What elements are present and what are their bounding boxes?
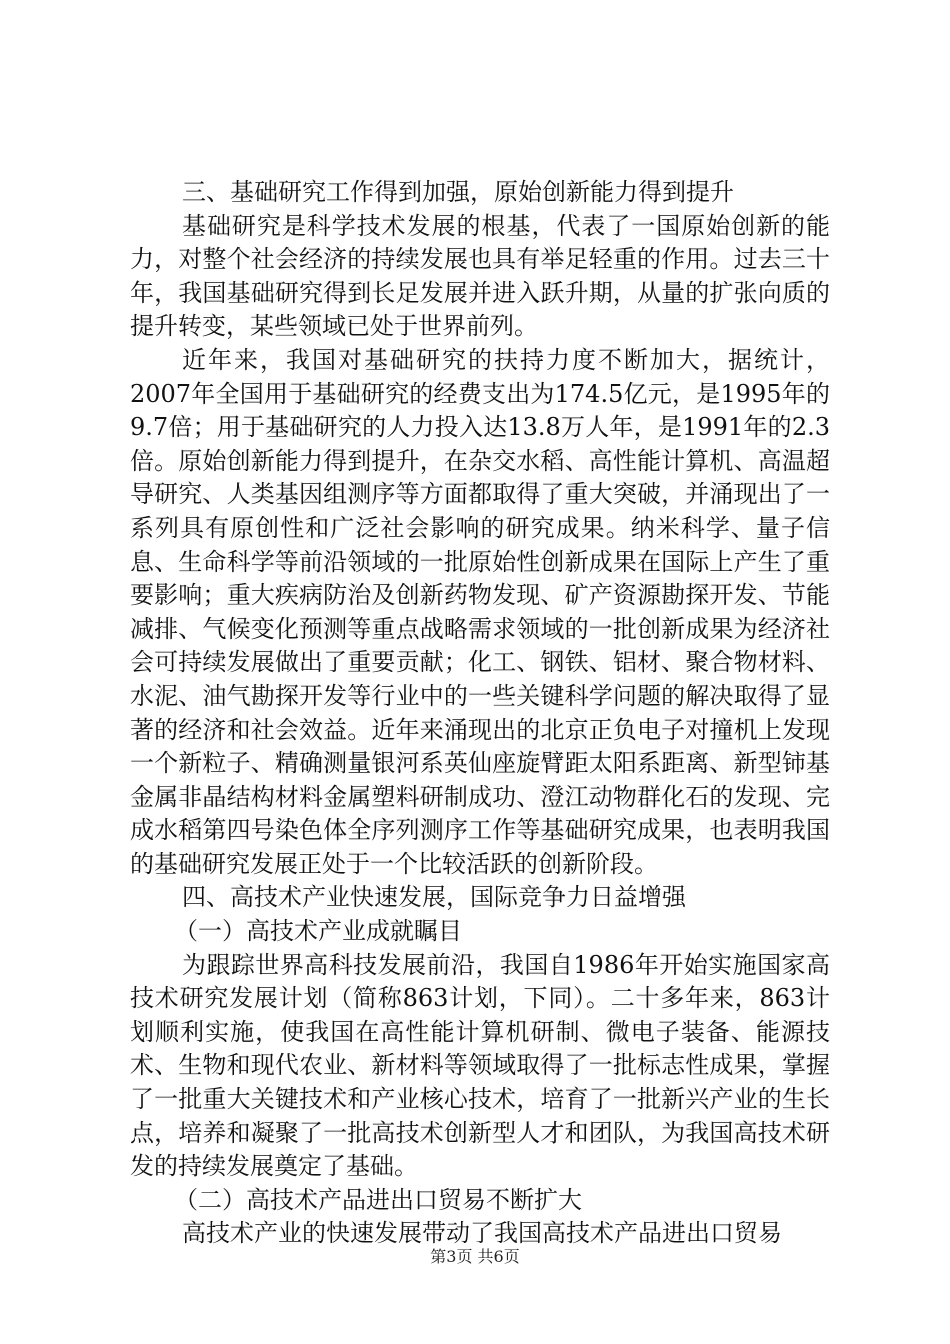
paragraph: 为跟踪世界高科技发展前沿，我国自1986年开始实施国家高技术研究发展计划（简称863计划，下同）。二十多年来，863计划顺利实施，使我国在高性能计算机研制、微电子装备、能源技术、生物和现代农业、新材料等领域取得了一批标志性成果，掌握了一批重大关键技术和产业核心技术，培育了一批新兴产业的生长点，培养和凝聚了一批高技术创新型人才和团队，为我国高技术研发的持续发展奠定了基础。 [130, 950, 830, 1181]
section-heading-3: 三、基础研究工作得到加强，原始创新能力得到提升 [182, 178, 734, 206]
page-number-footer: 第3页 共6页 [430, 1247, 520, 1266]
paragraph: 基础研究是科学技术发展的根基，代表了一国原始创新的能力，对整个社会经济的持续发展也具有举足轻重的作用。过去三十年，我国基础研究得到长足发展并进入跃升期，从量的扩张向质的提升转变，某些领域已处于世界前列。 [130, 211, 830, 341]
paragraph: 近年来，我国对基础研究的扶持力度不断加大，据统计，2007年全国用于基础研究的经费支出为174.5亿元，是1995年的9.7倍；用于基础研究的人力投入达13.8万人年，是1991年的2.3倍。原始创新能力得到提升，在杂交水稻、高性能计算机、高温超导研究、人类基因组测序等方面都取得了重大突破，并涌现出了一系列具有原创性和广泛社会影响的研究成果。纳米科学、量子信息、生命科学等前沿领域的一批原始性创新成果在国际上产生了重要影响；重大疾病防治及创新药物发现、矿产资源勘探开发、节能减排、气候变化预测等重点战略需求领域的一批创新成果为经济社会可持续发展做出了重要贡献；化工、钢铁、铝材、聚合物材料、水泥、油气勘探开发等行业中的一些关键科学问题的解决取得了显著的经济和社会效益。近年来涌现出的北京正负电子对撞机上发现一个新粒子、精确测量银河系英仙座旋臂距太阳系距离、新型铈基金属非晶结构材料金属塑料研制成功、澄江动物群化石的发现、完成水稻第四号染色体全序列测序工作等基础研究成果，也表明我国的基础研究发展正处于一个比较活跃的创新阶段。 [130, 345, 830, 878]
document-body [130, 176, 830, 1251]
section-heading-4: 四、高技术产业快速发展，国际竞争力日益增强 [182, 883, 686, 912]
subsection-heading-1: （一）高技术产业成就瞩目 [174, 917, 462, 946]
paragraph: 高技术产业的快速发展带动了我国高技术产品进出口贸易 [182, 1219, 782, 1248]
subsection-heading-2: （二）高技术产品进出口贸易不断扩大 [174, 1185, 582, 1214]
